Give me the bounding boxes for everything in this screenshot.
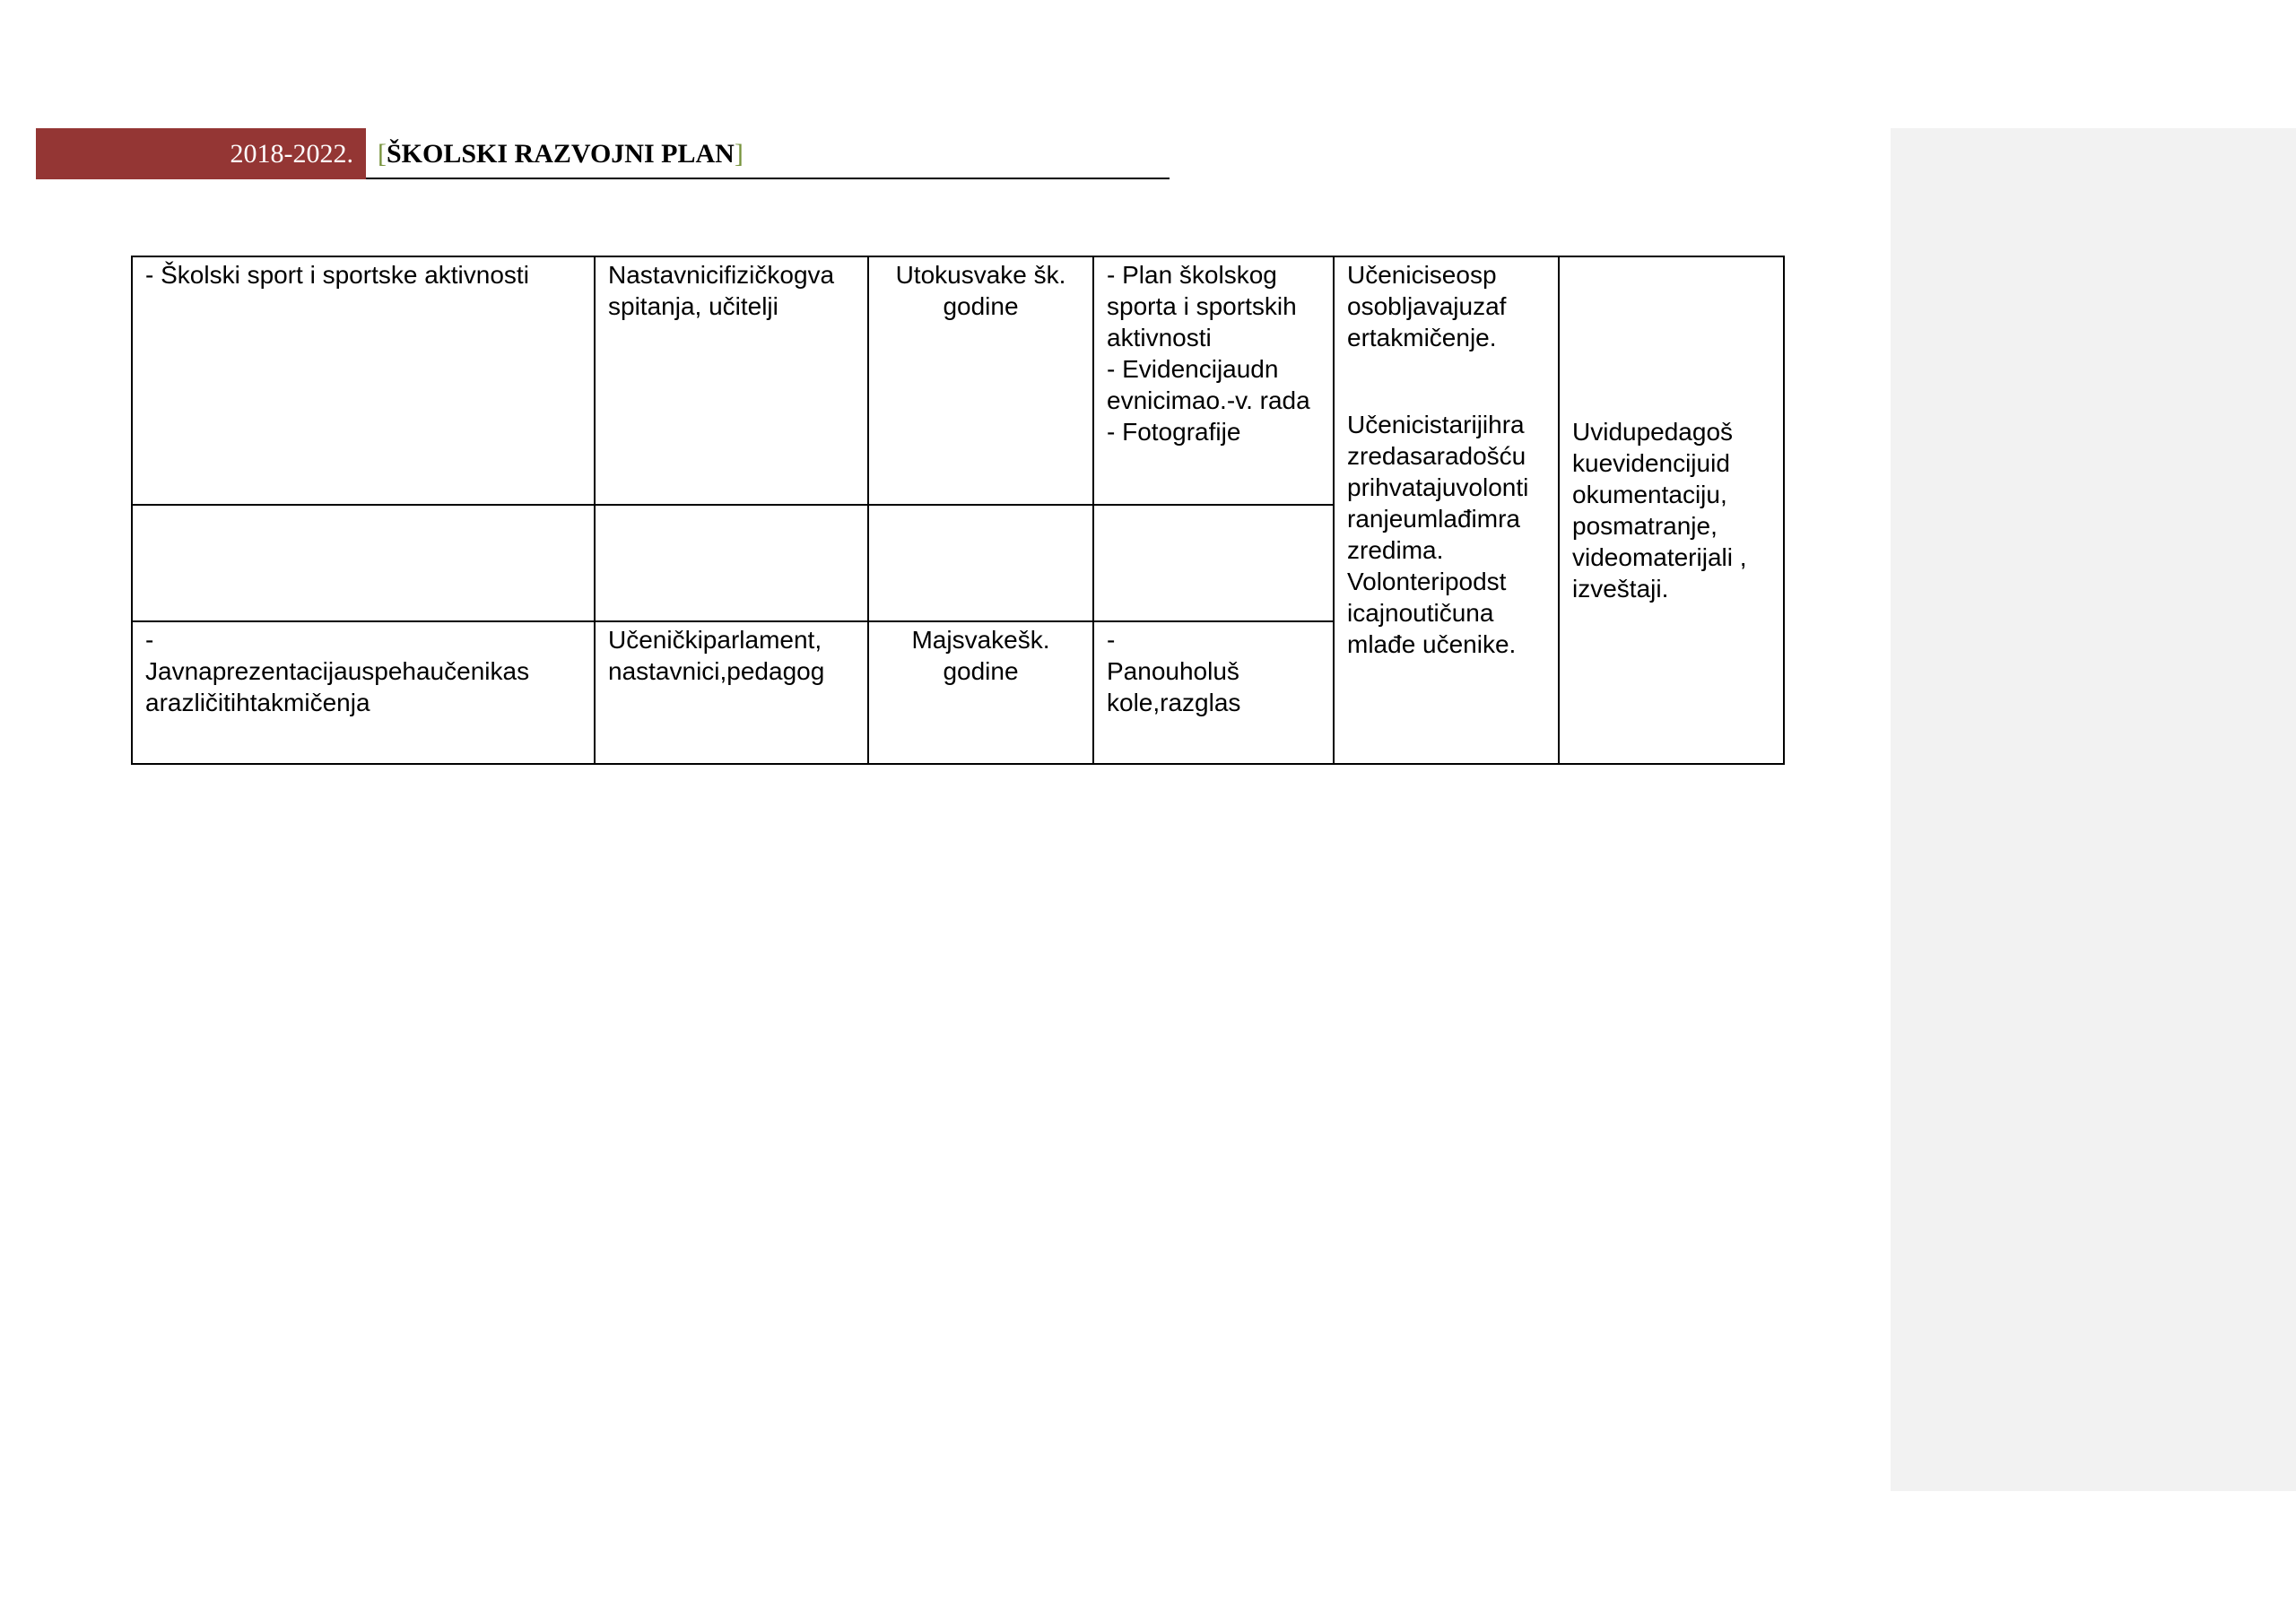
outcome-second: Učenicistarijihra zredasaradošću prihvatajuvolonti ranjeumlađimra zredima. Volonteripodst icajnoutičuna mlađe učenike. (1347, 411, 1529, 658)
header-bracket-open: [ (378, 139, 387, 169)
evidence-item: - Evidencijaudn evnicimao.-v. rada (1107, 355, 1310, 414)
page-header (36, 128, 1134, 179)
empty-cell (595, 505, 868, 621)
evaluation-cell (1559, 256, 1784, 764)
header-rule (366, 178, 1170, 179)
header-title: ŠKOLSKI RAZVOJNI PLAN (387, 139, 735, 169)
empty-cell (132, 505, 595, 621)
outcome-first: Učeniciseosp osobljavajuzaf ertakmičenje. (1347, 261, 1507, 351)
evidence-text: Panouholuš kole,razglas (1107, 657, 1241, 716)
time-cell (868, 621, 1093, 764)
holders-text: Nastavnicifizičkogva spitanja, učitelji (608, 261, 835, 320)
time-text: Majsvakešk. godine (911, 626, 1050, 685)
header-bracket-close: ] (734, 139, 744, 169)
holders-text: Učeničkiparlament, nastavnici,pedagog (608, 626, 825, 685)
evidence-item: - Plan školskog sporta i sportskih aktivnosti (1107, 261, 1297, 351)
activity-cell (132, 256, 595, 505)
header-year-band (36, 128, 366, 179)
holders-cell (595, 621, 868, 764)
empty-cell (1093, 505, 1334, 621)
activity-cell (132, 621, 595, 764)
holders-cell (595, 256, 868, 505)
evidence-cell (1093, 256, 1334, 505)
table-row (132, 256, 1784, 505)
outcome-spacer (1347, 353, 1545, 409)
activity-text: - Školski sport i sportske aktivnosti (145, 261, 529, 289)
header-year: 2018-2022. (230, 139, 353, 169)
time-text: Utokusvake šk. godine (895, 261, 1066, 320)
evidence-dash: - (1107, 626, 1116, 654)
plan-table (131, 256, 1785, 765)
page-margin-panel (1891, 128, 2296, 1491)
header-title-block (378, 128, 744, 179)
time-cell (868, 256, 1093, 505)
evidence-cell (1093, 621, 1334, 764)
evidence-item: - Fotografije (1107, 418, 1241, 446)
outcomes-cell (1334, 256, 1559, 764)
activity-text: Javnaprezentacijauspehaučenikas arazličitihtakmičenja (145, 657, 530, 716)
activity-dash: - (145, 626, 154, 654)
evaluation-text: Uvidupedagoš kuevidencijuid okumentaciju, posmatranje, videomaterijali , izveštaji. (1572, 418, 1747, 603)
empty-cell (868, 505, 1093, 621)
